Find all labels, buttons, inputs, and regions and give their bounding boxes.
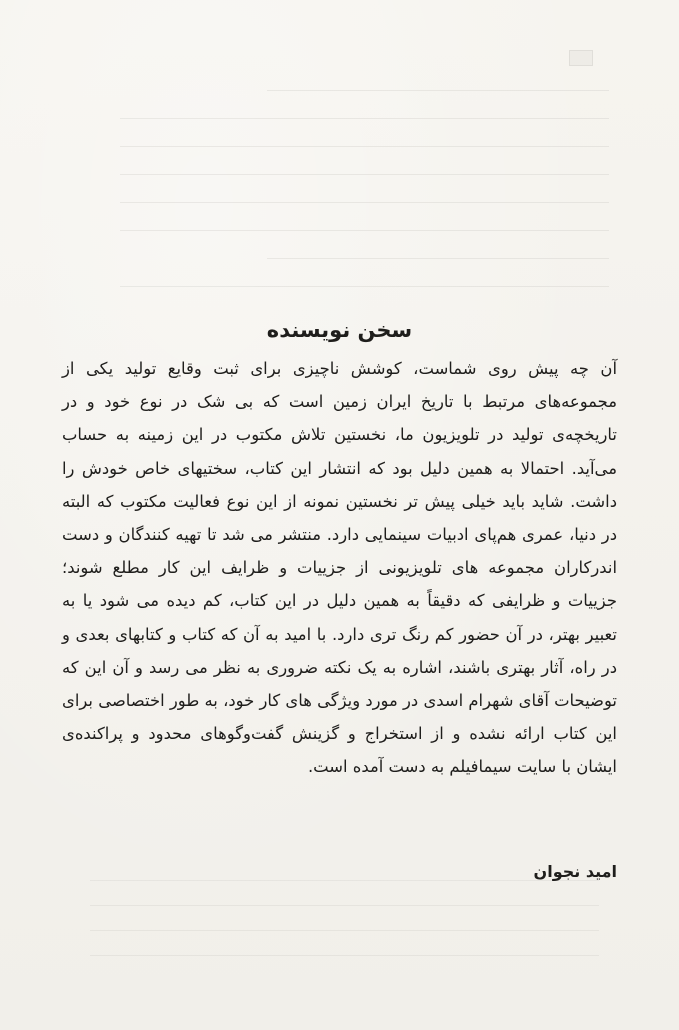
page-corner-mark (569, 50, 593, 66)
body-paragraph: آن چه پیش روی شماست، کوشش ناچیزی برای ثبت وقایع تولید یکی از مجموعه‌های مرتبط با تاریخ ایران زمین است که بی شک در نوع خود و در تاریخچه‌ی تولید در تلویزیون ما، نخستین تلاش مکتوب در این زمینه به حساب می‌آید. احتمالا به همین دلیل بود که انتشار این کتاب، سختیهای خاص خودش را داشت. شاید باید خیلی پیش تر نخستین نمونه از این نوع فعالیت مکتوب که البته در دنیا، عمری هم‌پای ادبیات سینمایی دارد. منتشر می شد تا تهیه کنندگان و دست اندرکاران مجموعه های تلویزیونی از جزییات و ظرایف این کار مطلع شوند؛ جزییات و ظرایفی که دقیقاً به همین دلیل در این کتاب، کم دیده می شود یا به تعبیر بهتر، در آن حضور کم رنگ تری دارد. با امید به آن که کتاب و کتابهای بعدی و در راه، آثار بهتری باشند، اشاره به یک نکته ضروری به نظر می رسد و آن این که توضیحات آقای شهرام اسدی در مورد ویژگی های کار خود، به طور اختصاصی برای این کتاب ارائه نشده و از استخراج و گزینش گفت‌وگوهای محدود و پراکنده‌ی ایشان با سایت سیمافیلم به دست آمده است. (62, 359, 617, 777)
page-title: سخن نویسنده (266, 318, 413, 342)
bleed-through-text-bottom (90, 880, 599, 980)
author-signature: امید نجوان (533, 862, 617, 881)
bleed-through-text (120, 90, 609, 310)
